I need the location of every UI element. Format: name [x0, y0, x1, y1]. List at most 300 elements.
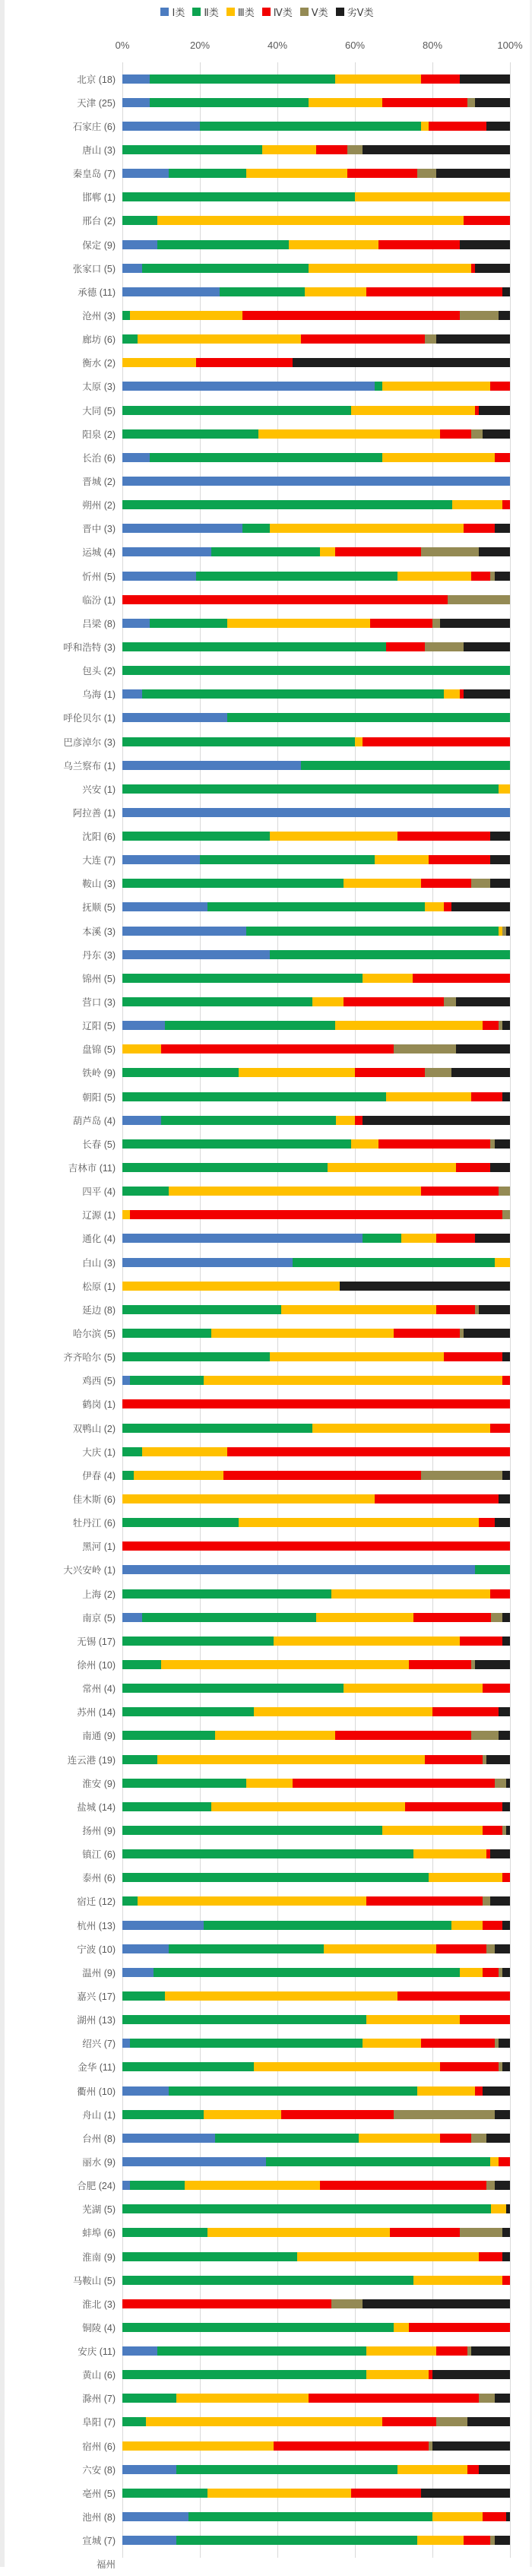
bar-segment-劣Ⅴ类 [490, 1163, 510, 1172]
bar-segment-劣Ⅴ类 [499, 1731, 510, 1740]
bar-segment-Ⅲ类 [122, 1044, 161, 1054]
bar-segment-Ⅴ类 [479, 2394, 494, 2403]
row-label: 松原 (1) [82, 1281, 116, 1292]
bar-row [5, 1440, 530, 1463]
bar-segment-劣Ⅴ类 [490, 1896, 510, 1906]
row-label: 亳州 (5) [82, 2488, 116, 2499]
bar-segment-Ⅰ类 [122, 382, 375, 391]
bar-segment-劣Ⅴ类 [490, 879, 510, 888]
bar-segment-Ⅱ类 [122, 2417, 146, 2426]
bar-segment-Ⅳ类 [375, 1494, 499, 1503]
bar-segment-Ⅲ类 [336, 1116, 356, 1125]
bar-row [5, 1345, 530, 1369]
bar-segment-劣Ⅴ类 [479, 406, 510, 415]
bar-segment-Ⅱ类 [122, 2062, 254, 2071]
bar-segment-Ⅲ类 [495, 1258, 510, 1267]
bar-segment-Ⅱ类 [122, 1660, 161, 1669]
bar-row [5, 2008, 530, 2032]
bar-row [5, 2268, 530, 2292]
bar-segment-Ⅲ类 [429, 1873, 502, 1882]
legend-label: Ⅱ类 [204, 7, 219, 18]
bar-track [122, 2441, 510, 2451]
bar-segment-Ⅱ类 [200, 855, 375, 864]
bar-segment-Ⅲ类 [382, 1826, 483, 1835]
bar-segment-Ⅲ类 [134, 1471, 223, 1480]
bar-segment-Ⅰ类 [122, 264, 142, 273]
row-label: 宿州 (6) [82, 2441, 116, 2452]
bar-row [5, 848, 530, 872]
row-label: 长春 (5) [82, 1139, 116, 1150]
bar-segment-Ⅴ类 [495, 1779, 506, 1788]
bar-segment-Ⅳ类 [122, 2299, 331, 2308]
bar-track [122, 192, 510, 201]
bar-segment-Ⅳ类 [274, 2441, 429, 2451]
bar-track [122, 974, 510, 983]
row-label: 徐州 (10) [77, 1659, 116, 1671]
bar-track [122, 2181, 510, 2190]
bar-row [5, 1321, 530, 1345]
row-label: 扬州 (9) [82, 1825, 116, 1836]
bar-track [122, 2394, 510, 2403]
bar-segment-Ⅳ类 [479, 1518, 494, 1527]
bar-segment-Ⅳ类 [471, 572, 491, 581]
bar-segment-Ⅰ类 [122, 2512, 188, 2521]
bar-segment-Ⅱ类 [122, 1991, 165, 2001]
row-label: 朔州 (2) [82, 500, 116, 512]
bar-segment-劣Ⅴ类 [502, 1021, 510, 1030]
bar-segment-劣Ⅴ类 [502, 1092, 510, 1101]
bar-track [122, 879, 510, 888]
bar-row [5, 1108, 530, 1132]
row-label: 辽阳 (5) [82, 1021, 116, 1032]
bar-segment-劣Ⅴ类 [456, 997, 510, 1006]
bar-track [122, 1755, 510, 1764]
row-label: 白山 (3) [82, 1257, 116, 1269]
bar-track [122, 334, 510, 344]
bar-segment-劣Ⅴ类 [495, 2536, 510, 2545]
bar-row [5, 114, 530, 138]
bar-segment-Ⅳ类 [429, 855, 491, 864]
bar-row [5, 1227, 530, 1250]
bar-segment-Ⅱ类 [165, 1021, 335, 1030]
bar-segment-劣Ⅴ类 [440, 619, 510, 628]
bar-segment-劣Ⅴ类 [495, 524, 510, 533]
bar-row [5, 1652, 530, 1676]
bar-segment-Ⅳ类 [471, 1092, 502, 1101]
row-label: 朝阳 (5) [82, 1092, 116, 1103]
bar-segment-Ⅱ类 [122, 1068, 239, 1077]
bar-segment-劣Ⅴ类 [460, 240, 510, 249]
bar-segment-Ⅰ类 [122, 1944, 169, 1953]
row-label: 盐城 (14) [77, 1801, 116, 1813]
bar-segment-Ⅴ类 [491, 1613, 502, 1622]
bar-segment-Ⅲ类 [258, 429, 441, 439]
bar-track [122, 572, 510, 581]
bar-segment-劣Ⅴ类 [464, 1329, 510, 1338]
bar-row [5, 943, 530, 966]
row-label: 沈阳 (6) [82, 832, 116, 843]
row-label: 阳泉 (2) [82, 429, 116, 440]
bar-segment-Ⅳ类 [429, 122, 487, 131]
bar-segment-劣Ⅴ类 [436, 169, 510, 178]
bar-segment-Ⅳ类 [366, 1896, 483, 1906]
bar-track [122, 2134, 510, 2143]
bar-segment-Ⅱ类 [196, 572, 397, 581]
row-label: 大连 (7) [82, 855, 116, 867]
bar-segment-Ⅲ类 [413, 1849, 487, 1858]
row-label: 大庆 (1) [82, 1446, 116, 1458]
bar-segment-Ⅳ类 [227, 1447, 510, 1456]
bar-segment-Ⅲ类 [215, 1731, 335, 1740]
bar-track [122, 1968, 510, 1977]
bar-segment-Ⅳ类 [335, 547, 420, 556]
bar-row [5, 1393, 530, 1416]
bar-segment-Ⅲ类 [297, 2252, 480, 2261]
bar-segment-Ⅲ类 [397, 2465, 467, 2474]
bar-segment-Ⅳ类 [413, 1613, 491, 1622]
bar-segment-Ⅴ类 [331, 2299, 363, 2308]
bar-segment-Ⅲ类 [185, 2181, 321, 2190]
bar-track [122, 855, 510, 864]
bar-segment-Ⅲ类 [460, 1968, 483, 1977]
bar-segment-劣Ⅴ类 [432, 2441, 510, 2451]
bar-segment-Ⅴ类 [444, 997, 455, 1006]
bar-segment-Ⅴ类 [471, 879, 491, 888]
bar-row [5, 990, 530, 1013]
bar-segment-Ⅳ类 [444, 1352, 502, 1361]
bar-row [5, 753, 530, 777]
bar-segment-Ⅱ类 [176, 2465, 397, 2474]
legend-swatch-icon [262, 8, 271, 16]
bar-track [122, 997, 510, 1006]
bar-row [5, 351, 530, 375]
bar-segment-Ⅰ类 [122, 713, 227, 722]
bar-row [5, 1511, 530, 1535]
bar-track [122, 808, 510, 817]
bar-row [5, 1960, 530, 1984]
bar-row [5, 564, 530, 588]
row-label: 辽源 (1) [82, 1210, 116, 1221]
row-label: 石家庄 (6) [72, 121, 116, 132]
bar-segment-Ⅲ类 [312, 997, 344, 1006]
bar-segment-Ⅲ类 [246, 1779, 293, 1788]
bar-track [122, 2536, 510, 2545]
bar-track [122, 98, 510, 107]
bar-segment-Ⅳ类 [436, 1234, 475, 1243]
bar-track [122, 832, 510, 841]
bar-segment-Ⅳ类 [370, 619, 432, 628]
row-label: 金华 (11) [78, 2062, 116, 2074]
bar-row [5, 1582, 530, 1605]
row-label: 乌兰察布 (1) [63, 760, 116, 772]
bar-segment-Ⅱ类 [122, 666, 510, 675]
bar-segment-Ⅳ类 [502, 2276, 510, 2285]
bar-segment-劣Ⅴ类 [502, 1613, 510, 1622]
bar-track [122, 2346, 510, 2356]
bar-row [5, 825, 530, 848]
bar-segment-Ⅳ类 [421, 74, 460, 84]
bar-segment-Ⅰ类 [122, 2465, 176, 2474]
bar-segment-Ⅱ类 [122, 429, 258, 439]
bar-segment-Ⅱ类 [176, 2536, 416, 2545]
bar-segment-劣Ⅴ类 [502, 2228, 510, 2237]
bar-segment-Ⅱ类 [122, 1518, 239, 1527]
bar-row [5, 1155, 530, 1179]
bar-segment-Ⅰ类 [122, 1116, 161, 1125]
row-label: 呼伦贝尔 (1) [63, 713, 116, 724]
row-label: 营口 (3) [82, 997, 116, 1009]
bar-row [5, 2126, 530, 2150]
bar-segment-Ⅲ类 [413, 2276, 502, 2285]
bar-segment-Ⅱ类 [122, 2204, 491, 2213]
bar-row [5, 493, 530, 517]
bar-segment-Ⅳ类 [464, 2536, 491, 2545]
bar-track [122, 2489, 510, 2498]
bar-segment-Ⅱ类 [122, 1139, 351, 1149]
row-label: 四平 (4) [82, 1187, 116, 1198]
row-label: 宿迁 (12) [77, 1896, 116, 1908]
bar-segment-Ⅲ类 [351, 406, 475, 415]
bar-segment-Ⅲ类 [176, 2394, 308, 2403]
bar-segment-Ⅱ类 [122, 145, 262, 154]
row-label: 上海 (2) [82, 1589, 116, 1600]
bar-segment-劣Ⅴ类 [506, 2204, 510, 2213]
row-label: 忻州 (5) [82, 571, 116, 582]
row-label: 丹东 (3) [82, 949, 116, 961]
bar-segment-Ⅳ类 [378, 240, 460, 249]
bar-segment-Ⅲ类 [207, 2489, 351, 2498]
bar-track [122, 1187, 510, 1196]
bar-segment-Ⅱ类 [211, 547, 320, 556]
bar-row [5, 706, 530, 730]
bar-segment-Ⅲ类 [122, 2441, 274, 2451]
bar-row [5, 588, 530, 611]
row-label: 宣城 (7) [82, 2536, 116, 2547]
row-label: 兴安 (1) [82, 784, 116, 795]
bar-segment-Ⅱ类 [122, 1731, 215, 1740]
bar-segment-劣Ⅴ类 [460, 74, 510, 84]
bar-row [5, 185, 530, 209]
bar-track [122, 2370, 510, 2379]
bar-row [5, 2245, 530, 2268]
bar-segment-Ⅰ类 [122, 572, 196, 581]
row-label: 安庆 (11) [78, 2346, 116, 2358]
bar-track [122, 1802, 510, 1811]
bar-track [122, 1092, 510, 1101]
bar-row [5, 138, 530, 161]
bar-segment-劣Ⅴ类 [421, 2489, 510, 2498]
bar-segment-Ⅱ类 [157, 240, 289, 249]
bar-segment-Ⅱ类 [266, 2157, 491, 2166]
bar-segment-Ⅳ类 [301, 334, 425, 344]
bar-segment-Ⅲ类 [309, 264, 471, 273]
bar-track [122, 169, 510, 178]
bar-track [122, 1116, 510, 1125]
bar-segment-Ⅳ类 [436, 1305, 475, 1314]
bar-track [122, 453, 510, 462]
bar-segment-Ⅰ类 [122, 902, 207, 911]
row-label: 南京 (5) [82, 1612, 116, 1624]
bar-segment-Ⅱ类 [227, 713, 510, 722]
bar-segment-劣Ⅴ类 [432, 2370, 510, 2379]
bar-segment-Ⅰ类 [122, 453, 150, 462]
bar-segment-劣Ⅴ类 [502, 1637, 510, 1646]
bar-segment-Ⅲ类 [335, 74, 420, 84]
bar-track [122, 1565, 510, 1574]
bar-row [5, 683, 530, 706]
bar-segment-Ⅱ类 [122, 1424, 312, 1433]
x-axis-tick-label: 100% [497, 40, 523, 51]
bar-segment-Ⅲ类 [452, 500, 502, 509]
legend-item-1 [160, 5, 185, 19]
bar-segment-Ⅱ类 [150, 619, 227, 628]
bar-track [122, 1305, 510, 1314]
row-label: 巴彦淖尔 (3) [63, 737, 116, 748]
bar-track [122, 240, 510, 249]
bar-segment-劣Ⅴ类 [486, 1755, 510, 1764]
row-label: 本溪 (3) [82, 926, 116, 937]
bar-segment-Ⅲ类 [351, 1139, 378, 1149]
bar-row [5, 517, 530, 540]
row-label: 衡水 (2) [82, 358, 116, 369]
bar-segment-Ⅴ类 [460, 311, 499, 320]
row-label: 杭州 (13) [77, 1920, 116, 1931]
row-label: 阿拉善 (1) [72, 807, 116, 819]
bar-segment-Ⅲ类 [366, 2346, 436, 2356]
row-label: 池州 (8) [82, 2512, 116, 2524]
row-label: 呼和浩特 (3) [63, 642, 116, 653]
bar-row [5, 1274, 530, 1298]
bar-segment-Ⅳ类 [502, 1376, 510, 1385]
bar-segment-Ⅳ类 [413, 974, 510, 983]
bar-segment-劣Ⅴ类 [490, 1849, 510, 1858]
bar-segment-Ⅱ类 [154, 1968, 460, 1977]
bar-segment-Ⅲ类 [386, 1092, 471, 1101]
bar-track [122, 1258, 510, 1267]
row-label: 沧州 (3) [82, 310, 116, 322]
bar-track [122, 1424, 510, 1433]
legend-swatch-icon [300, 8, 309, 16]
bar-segment-Ⅳ类 [390, 2228, 460, 2237]
row-label: 鹤岗 (1) [82, 1399, 116, 1411]
bar-track [122, 2039, 510, 2048]
row-label: 滁州 (7) [82, 2394, 116, 2405]
bar-track [122, 216, 510, 225]
bar-segment-Ⅳ类 [363, 737, 510, 746]
bar-segment-Ⅲ类 [417, 2086, 476, 2096]
bar-segment-Ⅲ类 [246, 169, 347, 178]
bar-track [122, 2204, 510, 2213]
bar-segment-Ⅳ类 [495, 453, 510, 462]
row-label: 无锡 (17) [77, 1636, 116, 1647]
bar-track [122, 737, 510, 746]
bar-segment-Ⅰ类 [122, 1258, 293, 1267]
bar-track [122, 1684, 510, 1693]
bar-segment-Ⅰ类 [122, 808, 510, 817]
bar-segment-劣Ⅴ类 [502, 1352, 510, 1361]
bar-segment-Ⅲ类 [499, 784, 510, 794]
bar-segment-Ⅱ类 [122, 216, 157, 225]
bar-segment-Ⅰ类 [122, 74, 150, 84]
bar-track [122, 761, 510, 770]
bar-segment-Ⅲ类 [312, 1424, 491, 1433]
bar-segment-Ⅲ类 [359, 2134, 440, 2143]
bar-segment-劣Ⅴ类 [451, 1068, 510, 1077]
bar-segment-Ⅱ类 [270, 950, 510, 959]
bar-segment-劣Ⅴ类 [499, 311, 510, 320]
bar-segment-Ⅰ类 [122, 1613, 142, 1622]
bar-segment-Ⅲ类 [227, 619, 371, 628]
bar-row [5, 1558, 530, 1582]
bar-track [122, 406, 510, 415]
bar-row [5, 303, 530, 327]
bar-segment-Ⅳ类 [293, 1779, 494, 1788]
bar-segment-Ⅳ类 [425, 1755, 483, 1764]
bar-row [5, 2457, 530, 2481]
bar-row [5, 1890, 530, 1913]
bar-segment-Ⅲ类 [331, 1589, 490, 1599]
bar-segment-Ⅱ类 [246, 927, 499, 936]
bar-row [5, 1677, 530, 1700]
bar-track [122, 1541, 510, 1551]
bar-row [5, 1463, 530, 1487]
bar-segment-Ⅳ类 [122, 595, 448, 604]
row-label: 舟山 (1) [82, 2109, 116, 2121]
bar-segment-Ⅲ类 [320, 547, 335, 556]
bar-row [5, 2505, 530, 2528]
bar-track [122, 1849, 510, 1858]
legend-item-3 [226, 5, 255, 19]
chart-legend [5, 5, 530, 19]
row-label: 唐山 (3) [82, 144, 116, 156]
bar-row [5, 1842, 530, 1866]
bar-row [5, 635, 530, 658]
row-label: 六安 (8) [82, 2464, 116, 2476]
bar-segment-Ⅲ类 [344, 879, 421, 888]
bar-segment-Ⅱ类 [122, 1471, 134, 1480]
bar-segment-Ⅳ类 [475, 2086, 483, 2096]
bar-segment-Ⅱ类 [122, 1684, 344, 1693]
bar-segment-Ⅱ类 [150, 98, 309, 107]
bar-track [122, 1139, 510, 1149]
row-label: 天津 (25) [77, 97, 116, 109]
bar-segment-Ⅱ类 [207, 902, 425, 911]
bar-segment-Ⅱ类 [142, 1613, 317, 1622]
x-axis-tick-label: 80% [422, 40, 443, 51]
bar-track [122, 950, 510, 959]
bar-track [122, 1352, 510, 1361]
bar-segment-Ⅱ类 [122, 311, 130, 320]
bar-segment-Ⅳ类 [130, 1210, 502, 1219]
bar-track [122, 2086, 510, 2096]
bar-segment-Ⅳ类 [467, 2465, 479, 2474]
bar-row [5, 1724, 530, 1747]
row-label: 秦皇岛 (7) [72, 169, 116, 180]
bar-segment-Ⅱ类 [122, 2015, 366, 2024]
bar-segment-劣Ⅴ类 [363, 2299, 510, 2308]
bar-segment-Ⅰ类 [122, 1968, 154, 1977]
bar-row [5, 2079, 530, 2102]
bar-segment-劣Ⅴ类 [475, 1234, 510, 1243]
bar-row [5, 2150, 530, 2173]
bar-segment-Ⅲ类 [425, 902, 445, 911]
row-label: 南通 (9) [82, 1731, 116, 1742]
bar-segment-Ⅱ类 [157, 2346, 366, 2356]
legend-item-4 [262, 5, 293, 19]
bar-segment-Ⅰ类 [122, 240, 157, 249]
bar-segment-Ⅲ类 [270, 524, 464, 533]
bar-row [5, 1014, 530, 1038]
